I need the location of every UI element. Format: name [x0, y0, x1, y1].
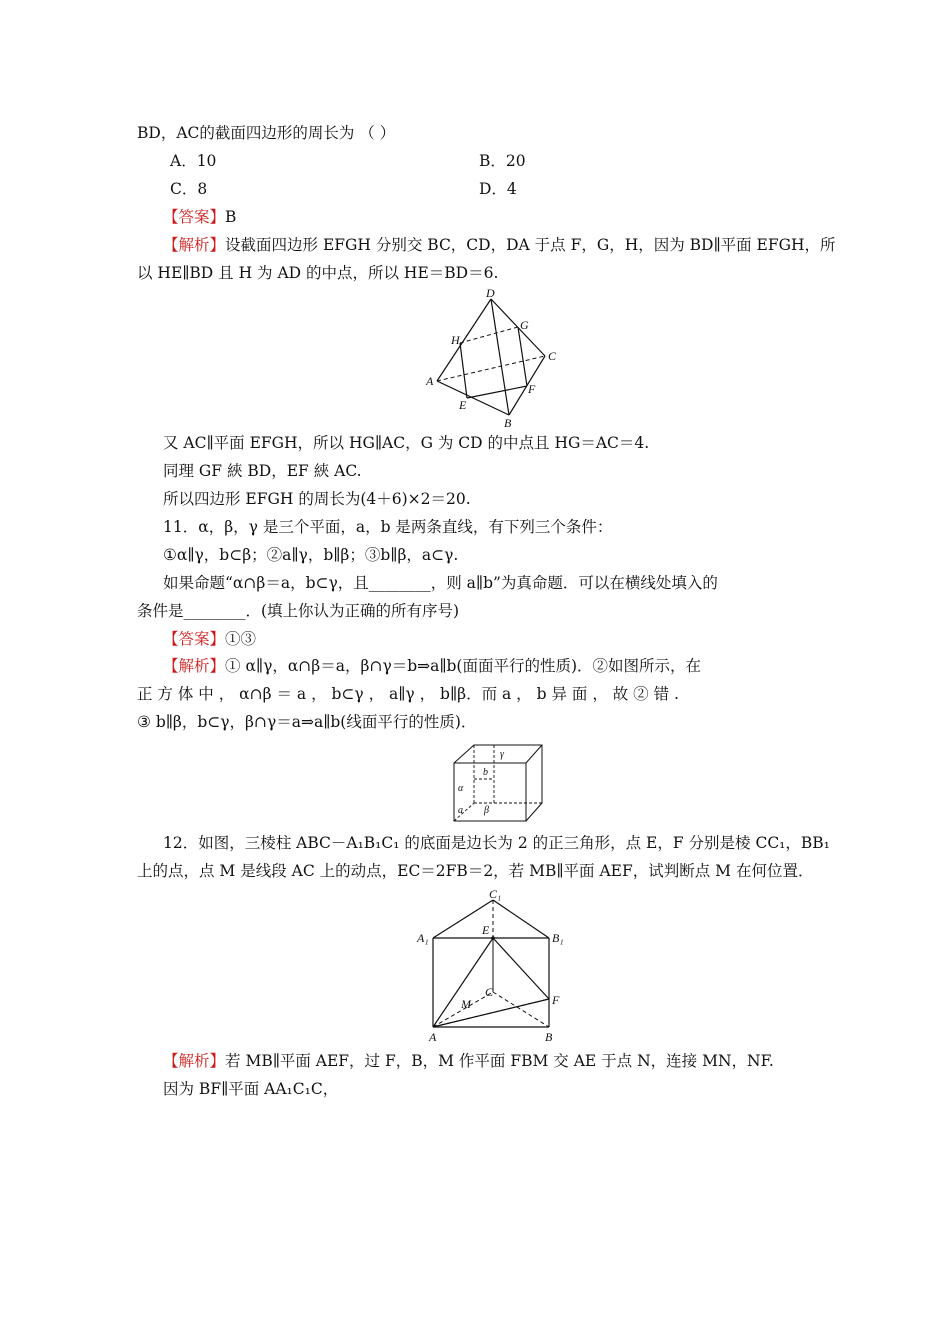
analysis-tag: 【解析】 — [163, 236, 226, 254]
label-a1: A₁ — [417, 931, 429, 945]
q10-analysis-line-2: 以 HE∥BD 且 H 为 AD 的中点，所以 HE＝BD＝6. — [137, 264, 499, 282]
tetrahedron-figure — [420, 285, 570, 430]
q11-answer — [163, 628, 256, 650]
label-a: A — [429, 1030, 437, 1044]
label-g: G — [520, 318, 529, 332]
label-c: C — [485, 985, 494, 999]
answer-value: B — [225, 208, 237, 226]
label-f: F — [552, 993, 560, 1007]
label-a: a — [458, 805, 463, 816]
analysis-tag: 【解析】 — [163, 1052, 226, 1070]
analysis-text: 若 MB∥平面 AEF，过 F，B，M 作平面 FBM 交 AE 于点 N，连接 MN，NF. — [225, 1052, 774, 1070]
q10-stem-tail: BD，AC的截面四边形的周长为 （ ） — [137, 124, 396, 142]
q10-answer — [163, 206, 236, 228]
q10-analysis-line-4: 同理 GF 綊 BD，EF 綊 AC. — [163, 462, 362, 480]
label-b: b — [483, 767, 488, 778]
q12-analysis-line-1 — [163, 1050, 774, 1072]
label-beta: β — [484, 805, 489, 816]
q11-analysis-line-2: 正 方 体 中 ， α∩β ＝ a ， b⊂γ ， a∥γ ， b∥β．而 a ， b 异 面 ， 故 ② 错 . — [137, 685, 679, 703]
q10-option-a: A．10 — [170, 152, 217, 170]
prism-figure — [415, 886, 575, 1046]
analysis-tag: 【解析】 — [163, 657, 226, 675]
q11-analysis-line-3: ③ b∥β，b⊂γ，β∩γ＝a⇒a∥b(线面平行的性质)． — [137, 713, 477, 731]
q10-analysis-line-5: 所以四边形 EFGH 的周长为(4＋6)×2＝20. — [163, 490, 471, 508]
label-c: C — [548, 349, 557, 363]
q10-option-b: B．20 — [479, 152, 526, 170]
answer-tag: 【答案】 — [163, 208, 226, 226]
q12-stem-line-2: 上的点，点 M 是线段 AC 上的动点，EC＝2FB＝2，若 MB∥平面 AEF，试判断点 M 在何位置． — [137, 862, 814, 880]
q10-analysis-line-1 — [163, 234, 836, 256]
q12-stem-line-1: 12．如图，三棱柱 ABC－A₁B₁C₁ 的底面是边长为 2 的正三角形，点 E，F 分别是棱 CC₁，BB₁ — [163, 834, 830, 852]
label-b: B — [504, 416, 512, 430]
label-m: M — [461, 997, 471, 1011]
label-a: A — [426, 374, 434, 388]
q11-stem-line-4: 条件是________．(填上你认为正确的所有序号) — [137, 602, 460, 620]
answer-tag: 【答案】 — [163, 630, 226, 648]
analysis-text: 设截面四边形 EFGH 分别交 BC，CD，DA 于点 F，G，H，因为 BD∥平面 EFGH，所 — [225, 236, 836, 254]
label-b1: B₁ — [552, 931, 564, 945]
cube-figure — [446, 741, 546, 825]
label-d: D — [486, 286, 495, 300]
label-c1: C₁ — [489, 887, 502, 901]
q11-analysis-line-1 — [163, 655, 701, 677]
point-e — [491, 936, 495, 940]
label-e: E — [459, 398, 467, 412]
label-f: F — [528, 382, 536, 396]
label-h: H — [451, 333, 460, 347]
q10-analysis-line-3: 又 AC∥平面 EFGH，所以 HG∥AC，G 为 CD 的中点且 HG＝AC＝4. — [163, 434, 650, 452]
q12-analysis-line-2: 因为 BF∥平面 AA₁C₁C， — [163, 1080, 339, 1098]
label-e: E — [482, 923, 490, 937]
q10-option-c: C．8 — [170, 180, 208, 198]
q11-stem-line-1: 11．α，β，γ 是三个平面，a，b 是两条直线，有下列三个条件： — [163, 518, 613, 536]
analysis-text: ① α∥γ，α∩β＝a，β∩γ＝b⇒a∥b(面面平行的性质)．②如图所示，在 — [225, 657, 702, 675]
label-alpha: α — [458, 783, 464, 794]
label-gamma: γ — [500, 749, 504, 760]
q11-stem-line-2: ①α∥γ，b⊂β；②a∥γ，b∥β；③b∥β，a⊂γ. — [163, 546, 459, 564]
answer-value: ①③ — [225, 630, 257, 648]
q11-stem-line-3: 如果命题“α∩β＝a，b⊂γ，且________，则 a∥b”为真命题．可以在横线处填入的 — [163, 574, 718, 592]
label-b: B — [545, 1030, 553, 1044]
q10-option-d: D．4 — [479, 180, 517, 198]
